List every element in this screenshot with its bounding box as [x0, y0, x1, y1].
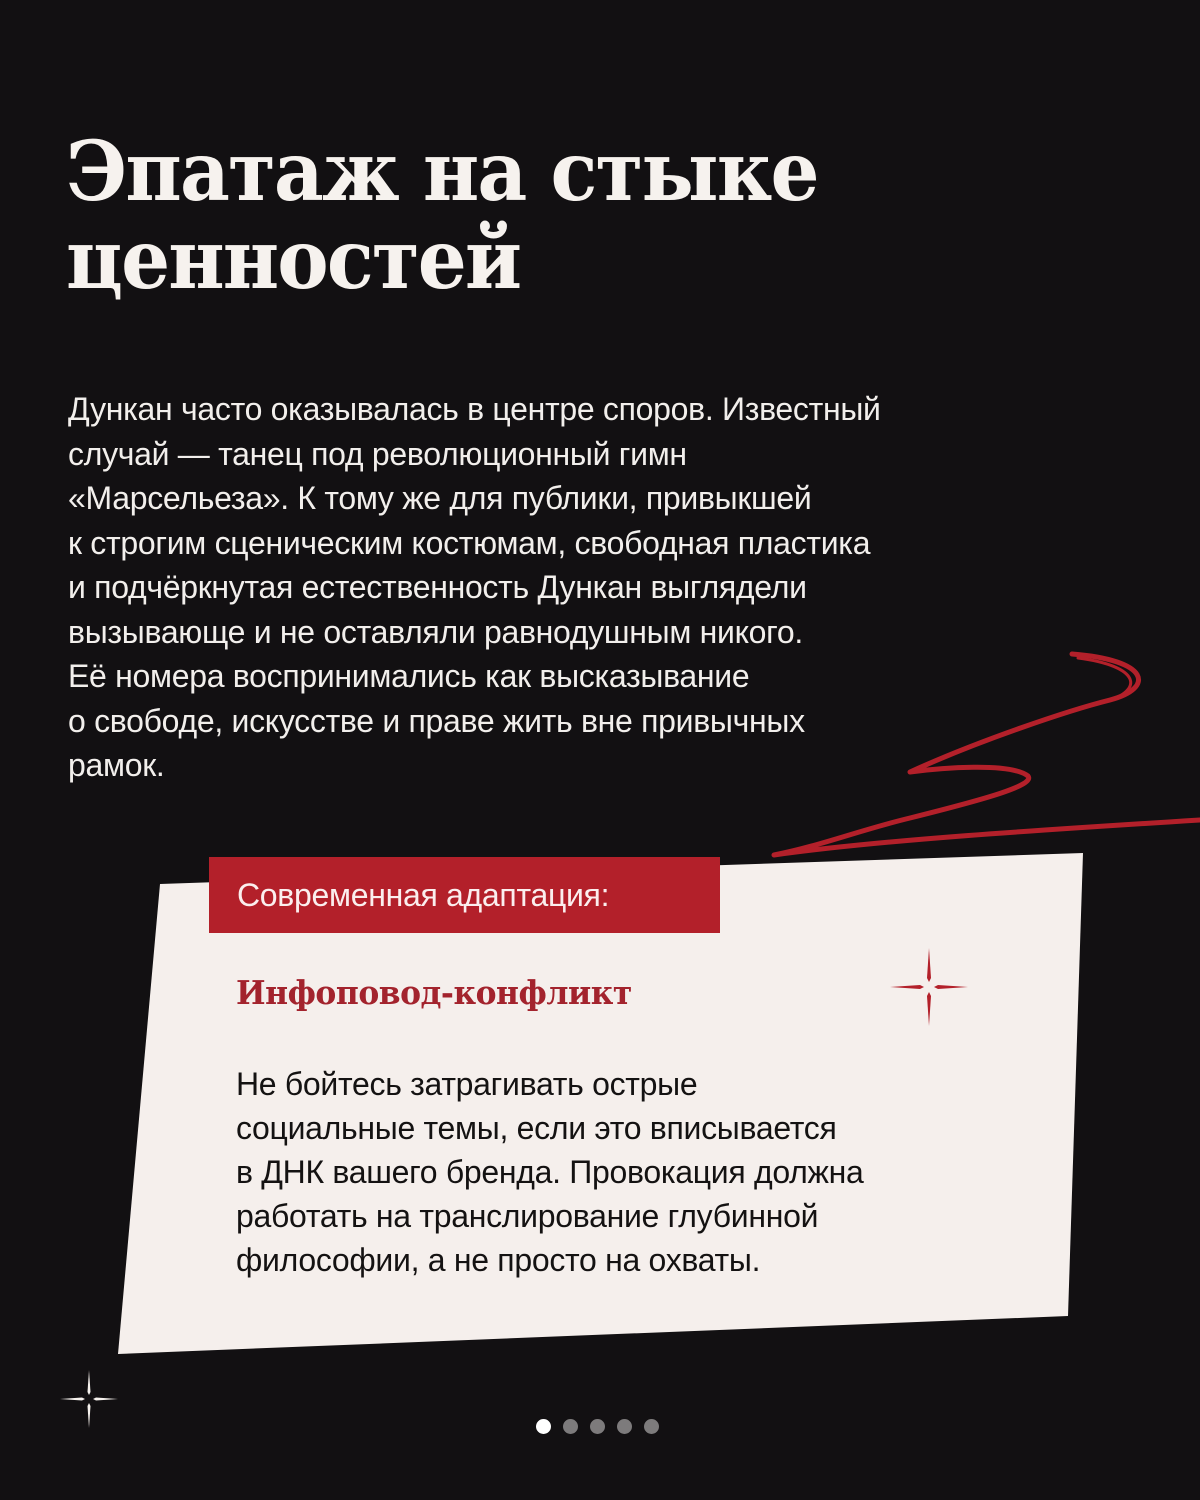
sparkle-cross-icon [888, 946, 970, 1028]
card-text [236, 1062, 1036, 1282]
body-line: Дункан часто оказывалась в центре споров. Известный [68, 391, 881, 427]
body-line: к строгим сценическим костюмам, свободная пластика [68, 524, 871, 561]
body-line: Её номера воспринимались как высказывание [68, 658, 750, 694]
pagination-dot-active[interactable] [536, 1419, 551, 1434]
card-subtitle: Инфоповод-конфликт [236, 973, 632, 1012]
card-text-line: в ДНК вашего бренда. Провокация должна [236, 1154, 864, 1190]
pagination-dot[interactable] [563, 1419, 578, 1434]
body-line: и подчёркнутая естественность Дункан выглядели [68, 569, 807, 605]
card-text-line: философии, а не просто на охваты. [236, 1242, 761, 1278]
pagination-dot[interactable] [590, 1419, 605, 1434]
sparkle-cross-icon [58, 1368, 120, 1430]
body-line: рамок. [68, 747, 165, 783]
body-line: случай — танец под революционный гимн [68, 435, 687, 472]
body-line: вызывающе и не оставляли равнодушным никого. [68, 613, 803, 650]
pagination-dot[interactable] [644, 1419, 659, 1434]
body-line: «Марсельеза». К тому же для публики, привыкшей [68, 480, 812, 516]
card-label: Современная адаптация: [209, 857, 720, 933]
title-line: ценностей [66, 212, 521, 308]
pagination-dots [536, 1419, 659, 1434]
card-text-line: работать на транслирование глубинной [236, 1198, 819, 1234]
title-line: Эпатаж на стыке [66, 124, 818, 220]
pagination-dot[interactable] [617, 1419, 632, 1434]
card-text-line: Не бойтесь затрагивать острые [236, 1066, 698, 1102]
red-scribble-decoration [760, 640, 1200, 870]
body-line: о свободе, искусстве и праве жить вне привычных [68, 702, 805, 739]
card-text-line: социальные темы, если это вписывается [236, 1110, 837, 1146]
